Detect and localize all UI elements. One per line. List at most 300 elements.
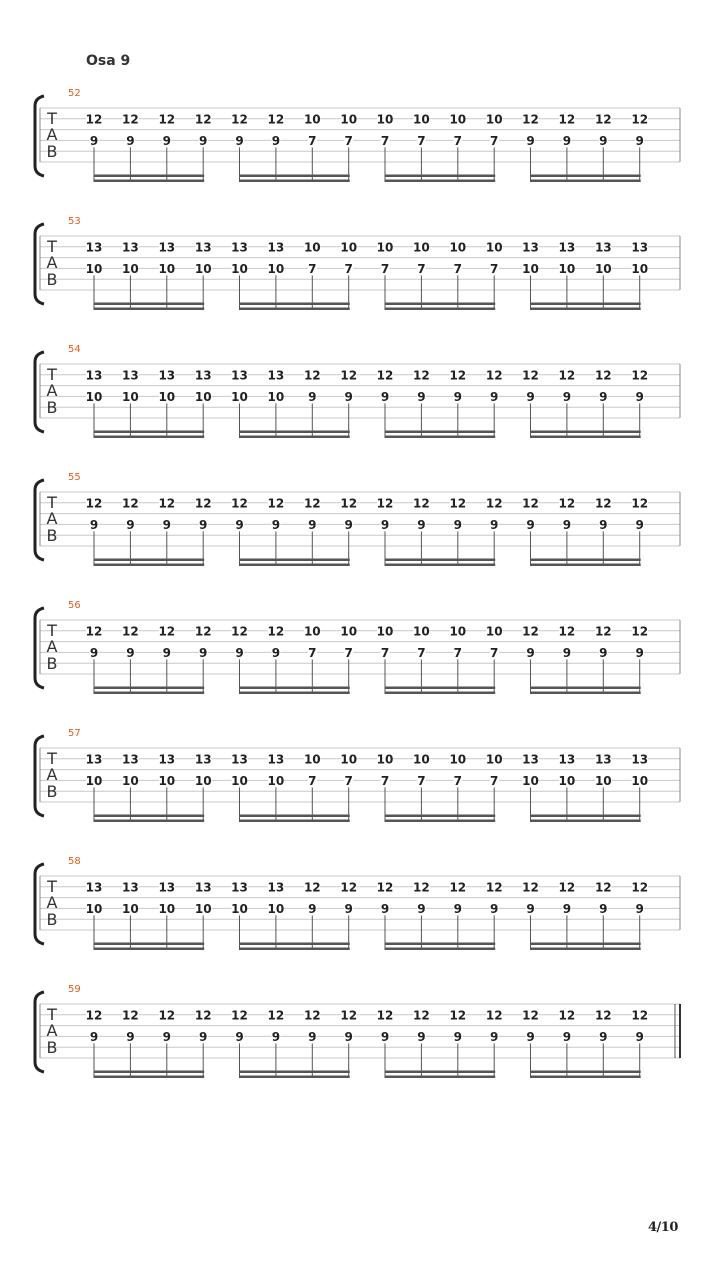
fret-number: 9: [308, 1029, 317, 1044]
fret-number: 9: [126, 133, 135, 148]
tab-clef-letter: T: [47, 237, 57, 256]
fret-number: 12: [522, 496, 539, 511]
fret-number: 9: [380, 1029, 390, 1044]
fret-number: 7: [417, 645, 426, 660]
fret-number: 12: [449, 368, 467, 383]
fret-number: 12: [485, 880, 503, 895]
fret-number: 10: [485, 624, 503, 639]
beam-primary: [240, 436, 350, 439]
beam-primary: [385, 692, 495, 695]
fret-number: 9: [162, 1029, 171, 1044]
fret-number: 9: [89, 645, 99, 660]
fret-number: 9: [199, 1029, 208, 1044]
tab-clef-letter: B: [46, 142, 58, 161]
fret-number: 13: [594, 752, 612, 767]
fret-number: 12: [85, 1008, 103, 1023]
fret-number: 9: [344, 517, 353, 532]
fret-number: 9: [126, 645, 135, 660]
fret-number: 10: [231, 389, 248, 404]
fret-number: 9: [599, 133, 608, 148]
fret-number: 12: [158, 1008, 176, 1023]
fret-number: 13: [122, 368, 139, 383]
fret-number: 10: [485, 752, 503, 767]
fret-number: 9: [417, 901, 426, 916]
tab-clef-letter: B: [46, 654, 58, 673]
fret-number: 9: [453, 901, 462, 916]
tab-clef-letter: T: [47, 109, 57, 128]
fret-number: 10: [267, 773, 285, 788]
fret-number: 7: [308, 261, 317, 276]
fret-number: 12: [267, 496, 285, 511]
fret-number: 9: [562, 1029, 572, 1044]
fret-number: 9: [490, 901, 499, 916]
fret-number: 12: [631, 624, 649, 639]
fret-number: 13: [594, 240, 612, 255]
fret-number: 13: [231, 752, 248, 767]
beam-primary: [240, 820, 350, 823]
fret-number: 12: [631, 112, 649, 127]
fret-number: 13: [267, 240, 285, 255]
fret-number: 9: [599, 1029, 608, 1044]
fret-number: 10: [485, 240, 503, 255]
fret-number: 10: [558, 261, 576, 276]
fret-number: 13: [194, 752, 212, 767]
fret-number: 12: [303, 880, 321, 895]
beam-secondary: [531, 687, 641, 690]
fret-number: 10: [267, 901, 285, 916]
fret-number: 7: [380, 645, 390, 660]
fret-number: 12: [449, 880, 467, 895]
fret-number: 13: [122, 880, 139, 895]
beam-primary: [385, 180, 495, 183]
fret-number: 7: [453, 773, 462, 788]
fret-number: 9: [89, 1029, 99, 1044]
fret-number: 13: [267, 752, 285, 767]
fret-number: 9: [380, 901, 390, 916]
fret-number: 9: [344, 901, 353, 916]
beam-secondary: [94, 943, 204, 946]
beam-secondary: [531, 303, 641, 306]
fret-number: 10: [631, 773, 649, 788]
fret-number: 13: [522, 752, 539, 767]
beam-primary: [240, 948, 350, 951]
fret-number: 12: [558, 496, 576, 511]
fret-number: 13: [122, 240, 139, 255]
beam-primary: [94, 564, 204, 567]
beam-primary: [94, 1076, 204, 1079]
beam-primary: [385, 948, 495, 951]
beam-secondary: [94, 1071, 204, 1074]
fret-number: 12: [267, 112, 285, 127]
beam-secondary: [94, 559, 204, 562]
beam-secondary: [240, 175, 350, 178]
fret-number: 12: [376, 496, 394, 511]
fret-number: 9: [635, 901, 644, 916]
fret-number: 10: [85, 261, 103, 276]
fret-number: 12: [485, 368, 503, 383]
fret-number: 7: [308, 645, 317, 660]
fret-number: 10: [631, 261, 649, 276]
fret-number: 13: [122, 752, 139, 767]
fret-number: 9: [635, 1029, 644, 1044]
tab-clef-letter: A: [46, 637, 58, 656]
measure-number: 56: [68, 600, 81, 611]
beam-secondary: [94, 815, 204, 818]
fret-number: 12: [158, 624, 176, 639]
beam-primary: [531, 308, 641, 311]
fret-number: 12: [522, 624, 539, 639]
fret-number: 12: [267, 624, 285, 639]
fret-number: 12: [594, 112, 612, 127]
beam-secondary: [385, 687, 495, 690]
fret-number: 10: [122, 901, 139, 916]
fret-number: 9: [89, 517, 99, 532]
fret-number: 12: [594, 1008, 612, 1023]
measure-number: 53: [68, 216, 81, 227]
fret-number: 9: [162, 133, 171, 148]
fret-number: 12: [558, 368, 576, 383]
fret-number: 12: [122, 624, 139, 639]
fret-number: 9: [126, 517, 135, 532]
fret-number: 13: [558, 752, 576, 767]
fret-number: 9: [526, 901, 535, 916]
fret-number: 9: [599, 901, 608, 916]
fret-number: 10: [231, 773, 248, 788]
fret-number: 9: [526, 133, 535, 148]
fret-number: 7: [490, 133, 499, 148]
tab-clef-letter: A: [46, 381, 58, 400]
fret-number: 10: [303, 240, 321, 255]
beam-secondary: [531, 815, 641, 818]
tab-clef-letter: A: [46, 125, 58, 144]
fret-number: 13: [85, 368, 103, 383]
fret-number: 9: [271, 517, 281, 532]
beam-secondary: [531, 1071, 641, 1074]
fret-number: 9: [526, 645, 535, 660]
fret-number: 13: [231, 880, 248, 895]
fret-number: 12: [413, 368, 430, 383]
fret-number: 9: [453, 1029, 462, 1044]
fret-number: 9: [380, 517, 390, 532]
fret-number: 9: [453, 517, 462, 532]
fret-number: 10: [594, 773, 612, 788]
fret-number: 9: [417, 1029, 426, 1044]
fret-number: 9: [235, 645, 244, 660]
beam-primary: [531, 948, 641, 951]
fret-number: 10: [413, 752, 430, 767]
beam-secondary: [240, 559, 350, 562]
beam-primary: [531, 692, 641, 695]
fret-number: 7: [344, 261, 353, 276]
fret-number: 12: [376, 1008, 394, 1023]
tab-clef-letter: A: [46, 893, 58, 912]
fret-number: 13: [158, 880, 176, 895]
fret-number: 9: [235, 1029, 244, 1044]
fret-number: 9: [599, 517, 608, 532]
fret-number: 13: [85, 880, 103, 895]
beam-secondary: [94, 687, 204, 690]
fret-number: 12: [413, 1008, 430, 1023]
fret-number: 13: [194, 240, 212, 255]
fret-number: 7: [344, 773, 353, 788]
beam-secondary: [531, 559, 641, 562]
fret-number: 10: [158, 901, 176, 916]
fret-number: 10: [413, 624, 430, 639]
fret-number: 9: [635, 389, 644, 404]
fret-number: 10: [340, 624, 358, 639]
fret-number: 10: [158, 773, 176, 788]
fret-number: 10: [85, 773, 103, 788]
beam-secondary: [531, 431, 641, 434]
fret-number: 9: [199, 645, 208, 660]
fret-number: 12: [594, 624, 612, 639]
fret-number: 9: [490, 389, 499, 404]
fret-number: 10: [303, 624, 321, 639]
fret-number: 9: [271, 1029, 281, 1044]
tab-clef-letter: A: [46, 765, 58, 784]
beam-secondary: [531, 175, 641, 178]
fret-number: 10: [376, 752, 394, 767]
fret-number: 9: [199, 133, 208, 148]
fret-number: 10: [449, 112, 467, 127]
fret-number: 12: [194, 624, 212, 639]
fret-number: 12: [522, 112, 539, 127]
fret-number: 7: [490, 773, 499, 788]
tab-clef-letter: T: [47, 621, 57, 640]
fret-number: 12: [631, 496, 649, 511]
fret-number: 10: [485, 112, 503, 127]
fret-number: 9: [417, 517, 426, 532]
fret-number: 10: [376, 240, 394, 255]
beam-primary: [240, 564, 350, 567]
beam-secondary: [94, 175, 204, 178]
fret-number: 12: [558, 1008, 576, 1023]
fret-number: 10: [340, 112, 358, 127]
fret-number: 12: [522, 880, 539, 895]
fret-number: 7: [380, 773, 390, 788]
fret-number: 12: [340, 496, 358, 511]
fret-number: 7: [308, 773, 317, 788]
fret-number: 12: [558, 624, 576, 639]
beam-primary: [240, 1076, 350, 1079]
fret-number: 9: [271, 645, 281, 660]
fret-number: 12: [413, 880, 430, 895]
fret-number: 10: [85, 389, 103, 404]
fret-number: 10: [122, 261, 139, 276]
fret-number: 12: [594, 496, 612, 511]
fret-number: 7: [344, 133, 353, 148]
fret-number: 9: [599, 645, 608, 660]
fret-number: 9: [344, 389, 353, 404]
fret-number: 13: [558, 240, 576, 255]
beam-secondary: [385, 815, 495, 818]
tab-clef-letter: B: [46, 398, 58, 417]
fret-number: 10: [231, 901, 248, 916]
beam-secondary: [240, 943, 350, 946]
fret-number: 10: [449, 624, 467, 639]
fret-number: 10: [194, 773, 212, 788]
beam-secondary: [385, 559, 495, 562]
fret-number: 12: [413, 496, 430, 511]
beam-primary: [531, 1076, 641, 1079]
fret-number: 12: [449, 496, 467, 511]
tab-clef-letter: A: [46, 253, 58, 272]
page-number: 4/10: [648, 1220, 678, 1235]
fret-number: 10: [340, 752, 358, 767]
beam-secondary: [385, 431, 495, 434]
fret-number: 9: [526, 1029, 535, 1044]
fret-number: 12: [122, 112, 139, 127]
tab-clef-letter: B: [46, 910, 58, 929]
beam-primary: [385, 1076, 495, 1079]
beam-primary: [240, 692, 350, 695]
beam-primary: [385, 308, 495, 311]
fret-number: 13: [194, 880, 212, 895]
tab-clef-letter: T: [47, 365, 57, 384]
fret-number: 10: [194, 901, 212, 916]
beam-secondary: [94, 303, 204, 306]
fret-number: 12: [231, 112, 248, 127]
fret-number: 12: [85, 624, 103, 639]
tab-clef-letter: B: [46, 782, 58, 801]
fret-number: 13: [194, 368, 212, 383]
fret-number: 10: [522, 261, 539, 276]
measure-number: 54: [68, 344, 81, 355]
beam-secondary: [240, 431, 350, 434]
fret-number: 9: [562, 517, 572, 532]
beam-primary: [94, 692, 204, 695]
tab-clef-letter: B: [46, 1038, 58, 1057]
beam-secondary: [385, 303, 495, 306]
fret-number: 12: [558, 112, 576, 127]
measure-number: 52: [68, 88, 81, 99]
fret-number: 12: [122, 496, 139, 511]
fret-number: 9: [635, 645, 644, 660]
fret-number: 12: [631, 880, 649, 895]
beam-secondary: [385, 943, 495, 946]
fret-number: 12: [485, 1008, 503, 1023]
fret-number: 7: [417, 133, 426, 148]
fret-number: 12: [594, 368, 612, 383]
section-title: Osa 9: [86, 53, 131, 69]
beam-secondary: [531, 943, 641, 946]
fret-number: 10: [85, 901, 103, 916]
fret-number: 7: [490, 261, 499, 276]
fret-number: 10: [122, 773, 139, 788]
fret-number: 12: [376, 368, 394, 383]
fret-number: 7: [308, 133, 317, 148]
fret-number: 7: [417, 773, 426, 788]
fret-number: 10: [594, 261, 612, 276]
fret-number: 10: [449, 240, 467, 255]
fret-number: 12: [158, 496, 176, 511]
beam-primary: [531, 436, 641, 439]
beam-primary: [385, 820, 495, 823]
measure-number: 55: [68, 472, 81, 483]
tab-clef-letter: B: [46, 270, 58, 289]
fret-number: 12: [522, 368, 539, 383]
tab-clef-letter: T: [47, 749, 57, 768]
fret-number: 10: [413, 112, 430, 127]
fret-number: 12: [194, 496, 212, 511]
fret-number: 13: [267, 368, 285, 383]
beam-secondary: [240, 815, 350, 818]
fret-number: 12: [340, 368, 358, 383]
beam-primary: [240, 308, 350, 311]
fret-number: 9: [271, 133, 281, 148]
beam-primary: [94, 308, 204, 311]
fret-number: 10: [231, 261, 248, 276]
fret-number: 12: [340, 880, 358, 895]
fret-number: 9: [417, 389, 426, 404]
tab-clef-letter: T: [47, 493, 57, 512]
fret-number: 13: [231, 240, 248, 255]
fret-number: 9: [562, 901, 572, 916]
beam-primary: [385, 436, 495, 439]
beam-primary: [385, 564, 495, 567]
fret-number: 12: [194, 112, 212, 127]
fret-number: 7: [380, 133, 390, 148]
fret-number: 13: [158, 752, 176, 767]
fret-number: 10: [558, 773, 576, 788]
fret-number: 12: [158, 112, 176, 127]
beam-primary: [94, 436, 204, 439]
fret-number: 9: [490, 1029, 499, 1044]
fret-number: 12: [231, 624, 248, 639]
beam-secondary: [240, 687, 350, 690]
fret-number: 13: [267, 880, 285, 895]
fret-number: 7: [380, 261, 390, 276]
fret-number: 9: [126, 1029, 135, 1044]
beam-primary: [531, 564, 641, 567]
beam-secondary: [240, 303, 350, 306]
fret-number: 10: [340, 240, 358, 255]
fret-number: 13: [158, 368, 176, 383]
fret-number: 13: [522, 240, 539, 255]
beam-primary: [94, 820, 204, 823]
fret-number: 12: [485, 496, 503, 511]
fret-number: 9: [380, 389, 390, 404]
fret-number: 10: [158, 261, 176, 276]
fret-number: 13: [231, 368, 248, 383]
fret-number: 9: [199, 517, 208, 532]
fret-number: 12: [376, 880, 394, 895]
fret-number: 9: [235, 517, 244, 532]
fret-number: 12: [231, 496, 248, 511]
fret-number: 9: [453, 389, 462, 404]
beam-primary: [531, 820, 641, 823]
fret-number: 10: [267, 261, 285, 276]
fret-number: 9: [562, 133, 572, 148]
fret-number: 7: [453, 133, 462, 148]
fret-number: 9: [308, 901, 317, 916]
fret-number: 12: [594, 880, 612, 895]
fret-number: 9: [344, 1029, 353, 1044]
tab-clef-letter: T: [47, 877, 57, 896]
fret-number: 9: [599, 389, 608, 404]
fret-number: 12: [631, 368, 649, 383]
fret-number: 12: [194, 1008, 212, 1023]
fret-number: 13: [631, 752, 649, 767]
fret-number: 10: [522, 773, 539, 788]
fret-number: 10: [303, 112, 321, 127]
fret-number: 7: [453, 261, 462, 276]
fret-number: 9: [89, 133, 99, 148]
fret-number: 10: [376, 112, 394, 127]
fret-number: 13: [85, 752, 103, 767]
fret-number: 7: [344, 645, 353, 660]
fret-number: 12: [449, 1008, 467, 1023]
